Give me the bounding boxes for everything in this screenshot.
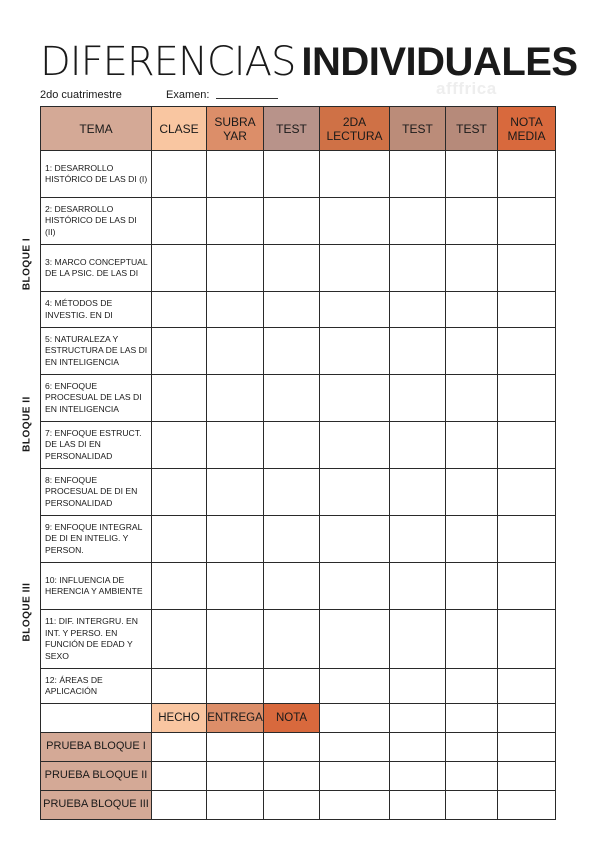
block-label-3: BLOQUE III — [21, 582, 33, 642]
exam-label-cell: PRUEBA BLOQUE II — [41, 762, 152, 791]
col-nota-header: NOTA — [264, 704, 320, 733]
col-test-1-cell[interactable] — [264, 469, 320, 516]
col-2da-lectura-header: 2DA LECTURA — [320, 107, 390, 151]
col-test-3-cell[interactable] — [446, 669, 498, 704]
topic-label: 1: DESARROLLO HISTÓRICO DE LAS DI (I) — [41, 151, 152, 198]
col-subrayar-cell[interactable] — [207, 422, 264, 469]
col-test-3-cell[interactable] — [446, 563, 498, 610]
exam-cell[interactable] — [320, 733, 390, 762]
header-row — [41, 107, 556, 151]
title-bold: INDIVIDUALES — [301, 40, 578, 84]
col-subrayar-cell[interactable] — [207, 292, 264, 328]
exam-cell[interactable] — [446, 762, 498, 791]
col-test-3-cell[interactable] — [446, 151, 498, 198]
exam-cell[interactable] — [390, 733, 446, 762]
col-nota-media-cell[interactable] — [498, 469, 556, 516]
col-test-1-cell[interactable] — [264, 516, 320, 563]
topic-row — [41, 375, 556, 422]
exam-row — [41, 791, 556, 820]
col-test-1-cell[interactable] — [264, 610, 320, 669]
col-subrayar-cell[interactable] — [207, 669, 264, 704]
topic-label: 8: ENFOQUE PROCESUAL DE DI EN PERSONALIDAD — [41, 469, 152, 516]
col-nota-media-header: NOTA MEDIA — [498, 107, 556, 151]
topic-row — [41, 292, 556, 328]
col-test-2-header: TEST — [390, 107, 446, 151]
col-clase-cell[interactable] — [152, 610, 207, 669]
col-clase-cell[interactable] — [152, 151, 207, 198]
topic-label: 3: MARCO CONCEPTUAL DE LA PSIC. DE LAS DI — [41, 245, 152, 292]
exam-label-cell: PRUEBA BLOQUE I — [41, 733, 152, 762]
col-test-3-cell[interactable] — [446, 469, 498, 516]
col-subrayar-cell[interactable] — [207, 245, 264, 292]
col-2da-lectura-cell[interactable] — [320, 610, 390, 669]
exam-cell[interactable] — [152, 762, 207, 791]
exam-cell[interactable] — [320, 762, 390, 791]
term-label: 2do cuatrimestre — [40, 89, 122, 101]
col-subrayar-cell[interactable] — [207, 563, 264, 610]
topic-row — [41, 198, 556, 245]
col-test-3-cell[interactable] — [446, 516, 498, 563]
exam-header-blank — [41, 704, 152, 733]
exam-cell[interactable] — [498, 733, 556, 762]
watermark: afffrica — [436, 79, 497, 98]
col-test-3-cell[interactable] — [446, 610, 498, 669]
col-subrayar-cell[interactable] — [207, 469, 264, 516]
topic-row — [41, 422, 556, 469]
col-subrayar-cell[interactable] — [207, 151, 264, 198]
empty-cell — [498, 704, 556, 733]
exam-cell[interactable] — [152, 791, 207, 820]
topic-label: 12: ÁREAS DE APLICACIÓN — [41, 669, 152, 704]
block-label-2: BLOQUE II — [21, 396, 33, 452]
col-test-1-header: TEST — [264, 107, 320, 151]
col-2da-lectura-cell[interactable] — [320, 151, 390, 198]
col-test-2-cell[interactable] — [390, 245, 446, 292]
col-clase-cell[interactable] — [152, 669, 207, 704]
exam-cell[interactable] — [498, 791, 556, 820]
col-clase-cell[interactable] — [152, 516, 207, 563]
col-test-1-cell[interactable] — [264, 292, 320, 328]
exam-cell[interactable] — [264, 733, 320, 762]
exam-cell[interactable] — [390, 791, 446, 820]
exam-row — [41, 733, 556, 762]
col-clase-cell[interactable] — [152, 422, 207, 469]
col-2da-lectura-cell[interactable] — [320, 328, 390, 375]
col-test-2-cell[interactable] — [390, 469, 446, 516]
col-clase-cell[interactable] — [152, 563, 207, 610]
col-test-3-cell[interactable] — [446, 245, 498, 292]
col-subrayar-cell[interactable] — [207, 375, 264, 422]
col-test-2-cell[interactable] — [390, 669, 446, 704]
col-hecho-header: HECHO — [152, 704, 207, 733]
col-subrayar-cell[interactable] — [207, 328, 264, 375]
col-nota-media-cell[interactable] — [498, 328, 556, 375]
col-nota-media-cell[interactable] — [498, 245, 556, 292]
topic-row — [41, 516, 556, 563]
col-test-2-cell[interactable] — [390, 516, 446, 563]
col-subrayar-cell[interactable] — [207, 516, 264, 563]
title-light: DIFERENCIAS — [40, 39, 296, 85]
topic-row — [41, 669, 556, 704]
col-test-3-cell[interactable] — [446, 292, 498, 328]
col-test-2-cell[interactable] — [390, 151, 446, 198]
col-test-3-cell[interactable] — [446, 422, 498, 469]
exam-row — [41, 762, 556, 791]
exam-cell[interactable] — [320, 791, 390, 820]
col-subrayar-header: SUBRA YAR — [207, 107, 264, 151]
col-test-3-cell[interactable] — [446, 198, 498, 245]
topic-row — [41, 245, 556, 292]
topic-label: 4: MÉTODOS DE INVESTIG. EN DI — [41, 292, 152, 328]
col-test-2-cell[interactable] — [390, 610, 446, 669]
col-tema-header: TEMA — [41, 107, 152, 151]
col-nota-media-cell[interactable] — [498, 563, 556, 610]
block-label-1: BLOQUE I — [21, 237, 33, 291]
col-test-2-cell[interactable] — [390, 328, 446, 375]
exam-cell[interactable] — [446, 791, 498, 820]
col-test-1-cell[interactable] — [264, 151, 320, 198]
empty-cell — [320, 704, 390, 733]
topic-label: 11: DIF. INTERGRU. EN INT. Y PERSO. EN FUNCIÓN DE EDAD Y SEXO — [41, 610, 152, 669]
col-clase-cell[interactable] — [152, 245, 207, 292]
exam-cell[interactable] — [207, 791, 264, 820]
topic-label: 10: INFLUENCIA DE HERENCIA Y AMBIENTE — [41, 563, 152, 610]
exam-cell[interactable] — [498, 762, 556, 791]
topic-row — [41, 151, 556, 198]
exam-cell[interactable] — [207, 733, 264, 762]
col-2da-lectura-cell[interactable] — [320, 516, 390, 563]
col-2da-lectura-cell[interactable] — [320, 292, 390, 328]
col-test-2-cell[interactable] — [390, 422, 446, 469]
exam-cell[interactable] — [264, 762, 320, 791]
topic-label: 2: DESARROLLO HISTÓRICO DE LAS DI (II) — [41, 198, 152, 245]
col-test-3-cell[interactable] — [446, 328, 498, 375]
col-clase-header: CLASE — [152, 107, 207, 151]
col-2da-lectura-cell[interactable] — [320, 469, 390, 516]
empty-cell — [390, 704, 446, 733]
col-2da-lectura-cell[interactable] — [320, 563, 390, 610]
col-nota-media-cell[interactable] — [498, 198, 556, 245]
topic-row — [41, 610, 556, 669]
col-test-3-header: TEST — [446, 107, 498, 151]
col-subrayar-cell[interactable] — [207, 198, 264, 245]
col-test-1-cell[interactable] — [264, 245, 320, 292]
col-test-1-cell[interactable] — [264, 375, 320, 422]
exam-label: Examen: — [166, 89, 210, 101]
col-subrayar-cell[interactable] — [207, 610, 264, 669]
col-test-1-cell[interactable] — [264, 198, 320, 245]
exam-cell[interactable] — [264, 791, 320, 820]
col-2da-lectura-cell[interactable] — [320, 375, 390, 422]
col-nota-media-cell[interactable] — [498, 292, 556, 328]
topic-row — [41, 328, 556, 375]
exam-date-line[interactable] — [216, 98, 278, 99]
exam-cell[interactable] — [446, 733, 498, 762]
col-nota-media-cell[interactable] — [498, 610, 556, 669]
col-nota-media-cell[interactable] — [498, 375, 556, 422]
col-nota-media-cell[interactable] — [498, 669, 556, 704]
col-clase-cell[interactable] — [152, 198, 207, 245]
col-nota-media-cell[interactable] — [498, 516, 556, 563]
col-2da-lectura-cell[interactable] — [320, 245, 390, 292]
topic-label: 6: ENFOQUE PROCESUAL DE LAS DI EN INTELIGENCIA — [41, 375, 152, 422]
col-clase-cell[interactable] — [152, 469, 207, 516]
col-test-3-cell[interactable] — [446, 375, 498, 422]
topic-row — [41, 469, 556, 516]
col-2da-lectura-cell[interactable] — [320, 198, 390, 245]
exam-cell[interactable] — [207, 762, 264, 791]
col-clase-cell[interactable] — [152, 328, 207, 375]
col-test-2-cell[interactable] — [390, 292, 446, 328]
col-test-2-cell[interactable] — [390, 198, 446, 245]
col-test-1-cell[interactable] — [264, 563, 320, 610]
exam-label-cell: PRUEBA BLOQUE III — [41, 791, 152, 820]
topic-label: 9: ENFOQUE INTEGRAL DE DI EN INTELIG. Y PERSON. — [41, 516, 152, 563]
col-test-1-cell[interactable] — [264, 328, 320, 375]
study-table — [40, 106, 556, 820]
exam-cell[interactable] — [390, 762, 446, 791]
exam-cell[interactable] — [152, 733, 207, 762]
topic-row — [41, 563, 556, 610]
topic-label: 5: NATURALEZA Y ESTRUCTURA DE LAS DI EN INTELIGENCIA — [41, 328, 152, 375]
topic-label: 7: ENFOQUE ESTRUCT. DE LAS DI EN PERSONALIDAD — [41, 422, 152, 469]
col-clase-cell[interactable] — [152, 292, 207, 328]
empty-cell — [446, 704, 498, 733]
col-test-2-cell[interactable] — [390, 375, 446, 422]
col-clase-cell[interactable] — [152, 375, 207, 422]
col-test-2-cell[interactable] — [390, 563, 446, 610]
col-nota-media-cell[interactable] — [498, 422, 556, 469]
exam-header-row — [41, 704, 556, 733]
col-2da-lectura-cell[interactable] — [320, 422, 390, 469]
col-nota-media-cell[interactable] — [498, 151, 556, 198]
col-entrega-header: ENTREGA — [207, 704, 264, 733]
col-test-1-cell[interactable] — [264, 422, 320, 469]
col-test-1-cell[interactable] — [264, 669, 320, 704]
col-2da-lectura-cell[interactable] — [320, 669, 390, 704]
